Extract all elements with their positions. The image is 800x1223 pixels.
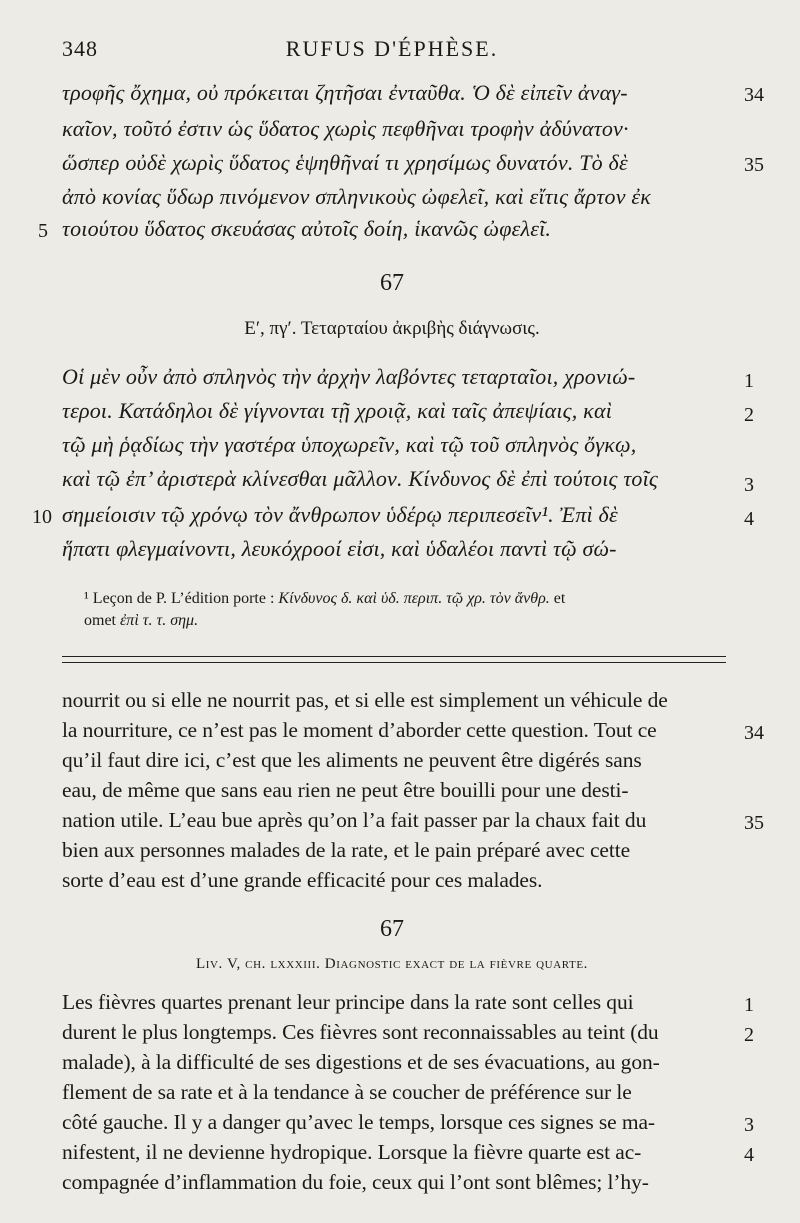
french-line: compagnée d’inflammation du foie, ceux qui l’ont sont blêmes; l’hy- bbox=[62, 1170, 649, 1194]
margin-number: 2 bbox=[744, 1024, 754, 1046]
french-line: eau, de même que sans eau rien ne peut être bouilli pour une desti- bbox=[62, 778, 629, 802]
french-line: sorte d’eau est d’une grande efficacité pour ces malades. bbox=[62, 868, 543, 892]
greek-line: σημείοισιν τῷ χρόνῳ τὸν ἄνθρωπον ὑδέρῳ περιπεσεῖν¹. Ἐπὶ δὲ bbox=[62, 502, 618, 527]
greek-line: τοιούτου ὕδατος σκευάσας αὐτοῖς δοίη, ἱκανῶς ὠφελεῖ. bbox=[62, 216, 552, 241]
margin-number: 1 bbox=[744, 994, 754, 1016]
margin-number: 1 bbox=[744, 370, 754, 392]
margin-number: 3 bbox=[744, 1114, 754, 1136]
margin-number: 35 bbox=[744, 154, 764, 176]
greek-line: τῷ μὴ ῥᾳδίως τὴν γαστέρα ὑποχωρεῖν, καὶ τῷ τοῦ σπληνὸς ὄγκῳ, bbox=[62, 432, 637, 457]
french-line: malade), à la difficulté de ses digestions et de ses évacuations, au gon- bbox=[62, 1050, 660, 1074]
separator-rule bbox=[62, 656, 726, 657]
line-number: 5 bbox=[38, 220, 48, 242]
french-line: nation utile. L’eau bue après qu’on l’a fait passer par la chaux fait du bbox=[62, 808, 647, 832]
french-line: qu’il faut dire ici, c’est que les aliments ne peuvent être digérés sans bbox=[62, 748, 642, 772]
greek-line: Οἱ μὲν οὖν ἀπὸ σπληνὸς τὴν ἀρχὴν λαβόντες τεταρταῖοι, χρονιώ- bbox=[62, 364, 636, 389]
french-line: bien aux personnes malades de la rate, et le pain préparé avec cette bbox=[62, 838, 631, 862]
footnote-text: et bbox=[549, 590, 566, 607]
french-line: flement de sa rate et à la tendance à se coucher de préférence sur le bbox=[62, 1080, 632, 1104]
footnote-greek: Κίνδυνος δ. καὶ ὑδ. περιπ. τῷ χρ. τὸν ἄνθρ. bbox=[278, 590, 550, 607]
french-line: côté gauche. Il y a danger qu’avec le temps, lorsque ces signes se ma- bbox=[62, 1110, 655, 1134]
greek-line: τροφῆς ὄχημα, οὐ πρόκειται ζητῆσαι ἐνταῦθα. Ὁ δὲ εἰπεῖν ἀναγ- bbox=[62, 80, 628, 105]
greek-line: ἀπὸ κονίας ὕδωρ πινόμενον σπληνικοὺς ὠφελεῖ, καὶ εἴτις ἄρτον ἐκ bbox=[62, 184, 651, 209]
section-number-greek: 67 bbox=[380, 270, 404, 296]
margin-number: 2 bbox=[744, 404, 754, 426]
french-line: durent le plus longtemps. Ces fièvres sont reconnaissables au teint (du bbox=[62, 1020, 659, 1044]
line-number: 10 bbox=[32, 506, 52, 528]
greek-line: τεροι. Κατάδηλοι δὲ γίγνονται τῇ χροιᾷ, καὶ ταῖς ἀπεψίαις, καὶ bbox=[62, 398, 613, 423]
margin-number: 34 bbox=[744, 722, 764, 744]
greek-line: καὶ τῷ ἐπ’ ἀριστερὰ κλίνεσθαι μᾶλλον. Κίνδυνος δὲ ἐπὶ τούτοις τοῖς bbox=[62, 466, 659, 491]
greek-line: ἥπατι φλεγμαίνοντι, λευκόχροοί εἰσι, καὶ ὑδαλέοι παντὶ τῷ σώ- bbox=[62, 536, 617, 561]
footnote-line bbox=[84, 612, 724, 644]
page-number: 348 bbox=[62, 36, 98, 61]
french-line: la nourriture, ce n’est pas le moment d’aborder cette question. Tout ce bbox=[62, 718, 657, 742]
margin-number: 4 bbox=[744, 508, 754, 530]
section-number-french: 67 bbox=[380, 916, 404, 942]
footnote-greek: ἐπὶ τ. τ. σημ. bbox=[120, 612, 199, 629]
greek-line: καῖον, τοῦτό ἐστιν ὡς ὕδατος χωρὶς πεφθῆναι τροφὴν ἀδύνατον· bbox=[62, 116, 629, 141]
french-line: Les fièvres quartes prenant leur principe dans la rate sont celles qui bbox=[62, 990, 634, 1014]
footnote-text: omet bbox=[84, 612, 120, 629]
margin-number: 35 bbox=[744, 812, 764, 834]
running-title: RUFUS D'ÉPHÈSE. bbox=[285, 36, 499, 61]
section-title-french: Liv. V, ch. lxxxiii. Diagnostic exact de la fièvre quarte. bbox=[195, 956, 589, 972]
separator-rule bbox=[62, 662, 726, 663]
section-title-greek: Ε′, πγ′. Τεταρταίου ἀκριβὴς διάγνωσις. bbox=[244, 318, 540, 339]
french-line: nourrit ou si elle ne nourrit pas, et si elle est simplement un véhicule de bbox=[62, 688, 668, 712]
margin-number: 3 bbox=[744, 474, 754, 496]
margin-number: 34 bbox=[744, 84, 764, 106]
french-line: nifestent, il ne devienne hydropique. Lorsque la fièvre quarte est ac- bbox=[62, 1140, 642, 1164]
footnote-text: ¹ Leçon de P. L’édition porte : bbox=[84, 590, 279, 607]
page-header bbox=[62, 30, 722, 66]
greek-line: ὥσπερ οὐδὲ χωρὶς ὕδατος ἑψηθῆναί τι χρησίμως δυνατόν. Τὸ δὲ bbox=[62, 150, 628, 175]
margin-number: 4 bbox=[744, 1144, 754, 1166]
